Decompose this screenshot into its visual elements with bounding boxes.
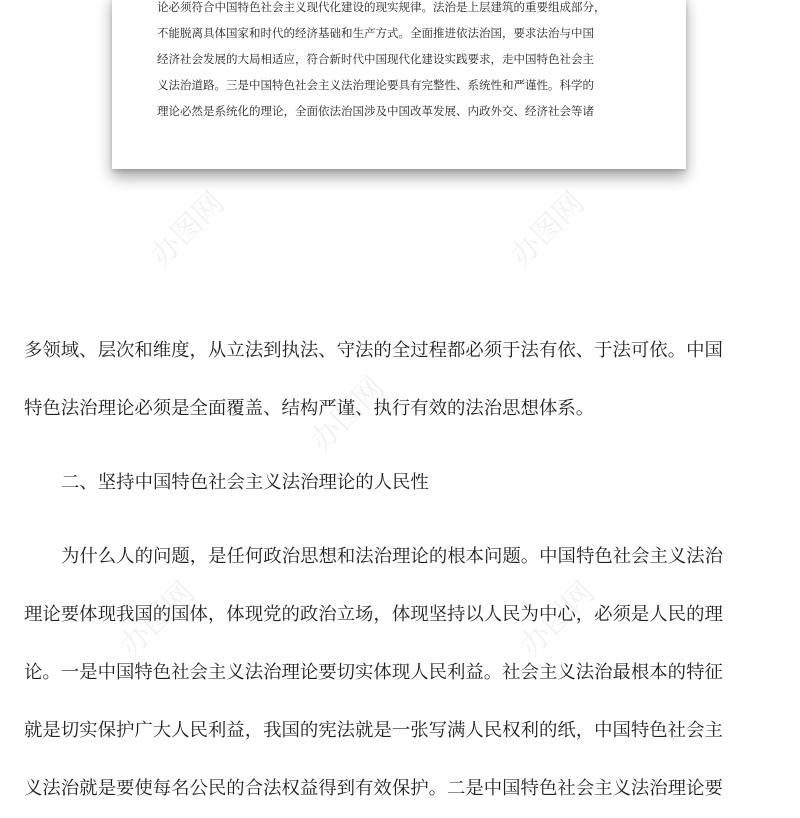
body-line: 特色法治理论必须是全面覆盖、结构严谨、执行有效的法治思想体系。: [24, 398, 595, 419]
watermark: 办图网: [503, 185, 592, 274]
body-line: 理论要体现我国的国体，体现党的政治立场，体现坚持以人民为中心，必须是人民的理: [24, 604, 723, 625]
watermark: 办图网: [513, 575, 602, 664]
body-line: 义法治就是要使每名公民的合法权益得到有效保护。二是中国特色社会主义法治理论要: [24, 778, 723, 799]
doc-card-line: 不能脱离具体国家和时代的经济基础和生产方式。全面推进依法治国，要求法治与中国: [157, 26, 594, 40]
doc-card-line: 论必须符合中国特色社会主义现代化建设的现实规律。法治是上层建筑的重要组成部分，: [157, 0, 606, 14]
body-line: 就是切实保护广大人民利益，我国的宪法就是一张写满人民权利的纸，中国特色社会主: [24, 720, 723, 741]
doc-card-line: 义法治道路。三是中国特色社会主义法治理论要具有完整性、系统性和严谨性。科学的: [157, 78, 594, 92]
body-line: 多领域、层次和维度，从立法到执法、守法的全过程都必须于法有依、于法可依。中国: [24, 340, 723, 361]
document-card: [112, 0, 686, 169]
doc-card-line: 经济社会发展的大局相适应，符合新时代中国现代化建设实践要求，走中国特色社会主: [157, 52, 594, 66]
body-line: 为什么人的问题，是任何政治思想和法治理论的根本问题。中国特色社会主义法治: [61, 546, 724, 567]
doc-card-line: 理论必然是系统化的理论，全面依法治国涉及中国改革发展、内政外交、经济社会等诸: [157, 104, 594, 118]
body-line: 论。一是中国特色社会主义法治理论要切实体现人民利益。社会主义法治最根本的特征: [24, 662, 723, 683]
watermark: 办图网: [113, 575, 202, 664]
watermark: 办图网: [143, 185, 232, 274]
watermark: 办图网: [303, 370, 392, 459]
article-body: [24, 322, 780, 818]
section-heading: 二、坚持中国特色社会主义法治理论的人民性: [61, 472, 429, 493]
